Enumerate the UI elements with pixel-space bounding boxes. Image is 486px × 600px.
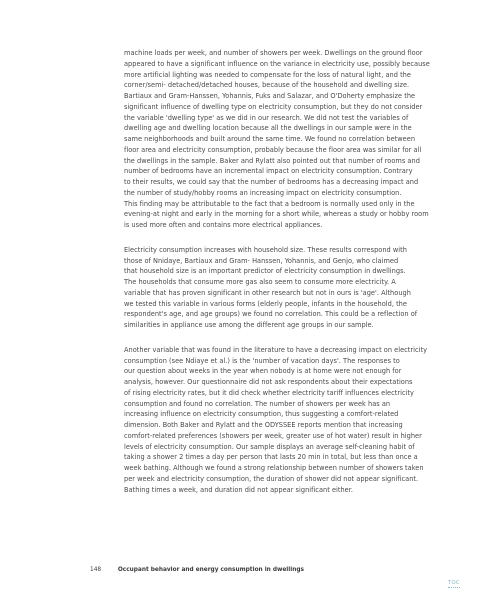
page-footer xyxy=(90,567,304,573)
text-line: respondent's age, and age groups) we found no correlation. This could be a reflection of xyxy=(124,310,418,319)
text-line: levels of electricity consumption. Our sample displays an average self-cleaning habit of xyxy=(124,442,415,451)
text-line: number of bedrooms have an incremental impact on electricity consumption. Contrary xyxy=(124,167,413,176)
text-line: The households that consume more gas also seem to consume more electricity. A xyxy=(124,278,396,286)
text-line: increasing influence on electricity consumption, thus suggesting a comfort-related xyxy=(124,410,399,419)
text-line: floor area and electricity consumption, probably because the floor area was similar for all xyxy=(124,145,422,154)
text-line: significant influence of dwelling type on electricity consumption, but they do not consider xyxy=(124,102,423,111)
text-line: taking a shower 2 times a day per person that lasts 20 min in total, but less than once a xyxy=(124,453,418,462)
text-line: machine loads per week, and number of showers per week. Dwellings on the ground floor xyxy=(124,49,423,57)
text-line: analysis, however. Our questionnaire did not ask respondents about their expectations xyxy=(124,378,413,386)
paragraph xyxy=(124,345,462,496)
text-line: of rising electricity rates, but it did check whether electricity tariff influences electricity xyxy=(124,388,414,397)
running-title: Occupant behavior and energy consumption in dwellings xyxy=(117,567,304,573)
page-number: 148 xyxy=(90,567,102,573)
text-line: the variable 'dwelling type' as we did in our research. We did not test the variables of xyxy=(124,113,409,122)
paragraph xyxy=(124,48,462,231)
text-line: those of Nnidaye, Bartiaux and Gram- Hanssen, Yohannis, and Genjo, who claimed xyxy=(124,256,399,265)
body-text xyxy=(124,48,462,509)
text-line: we tested this variable in various forms (elderly people, infants in the household, the xyxy=(124,299,407,308)
text-line: Bartiaux and Gram-Hanssen, Yohannis, Fuks and Salazar, and O'Doherty emphasize the xyxy=(124,92,416,100)
text-line: our question about weeks in the year when nobody is at home were not enough for xyxy=(124,367,402,376)
text-line: more artificial lighting was needed to compensate for the loss of natural light, and the xyxy=(124,70,411,79)
text-line: variable that has proven significant in other research but not in ours is 'age'. Although xyxy=(124,288,411,297)
text-line: that household size is an important predictor of electricity consumption in dwellings. xyxy=(124,267,406,276)
toc-link[interactable]: TOC xyxy=(448,580,460,586)
text-line: the dwellings in the sample. Baker and Rylatt also pointed out that number of rooms and xyxy=(124,156,420,165)
text-line: to their results, we could say that the number of bedrooms has a decreasing impact and xyxy=(124,178,419,186)
text-line: comfort-related preferences (showers per week, greater use of hot water) result in higher xyxy=(124,431,422,440)
text-line: the number of study/hobby rooms an increasing impact on electricity consumption. xyxy=(124,188,402,197)
text-line: same neighborhoods and built around the same time. We found no correlation between xyxy=(124,135,416,143)
text-line: week bathing. Although we found a strong relationship between number of showers taken xyxy=(124,464,424,472)
text-line: evening-at night and early in the morning for a short while, whereas a study or hobby room xyxy=(124,210,429,219)
text-line: dimension. Both Baker and Rylatt and the ODYSSEE reports mention that increasing xyxy=(124,421,403,429)
paragraph xyxy=(124,245,462,331)
text-line: consumption (see Ndiaye et al.) is the 'number of vacation days'. The responses to xyxy=(124,356,400,365)
text-line: per week and electricity consumption, the duration of shower did not appear significant. xyxy=(124,474,419,483)
text-line: similarities in appliance use among the different age groups in our sample. xyxy=(124,321,374,329)
text-line: Bathing times a week, and duration did not appear significant either. xyxy=(124,485,353,494)
text-line: Electricity consumption increases with household size. These results correspond with xyxy=(124,245,407,254)
text-line: corner/semi- detached/detached houses, because of the household and dwelling size. xyxy=(124,81,410,90)
text-line: is used more often and contains more electrical appliances. xyxy=(124,221,323,229)
text-line: Another variable that was found in the literature to have a decreasing impact on electricity xyxy=(124,345,428,354)
text-line: consumption and found no correlation. The number of showers per week has an xyxy=(124,399,391,408)
text-line: appeared to have a significant influence on the variance in electricity use, possibly because xyxy=(124,59,430,68)
text-line: This finding may be attributable to the fact that a bedroom is normally used only in the xyxy=(124,199,415,208)
text-line: dwelling age and dwelling location because all the dwellings in our sample were in the xyxy=(124,124,412,133)
